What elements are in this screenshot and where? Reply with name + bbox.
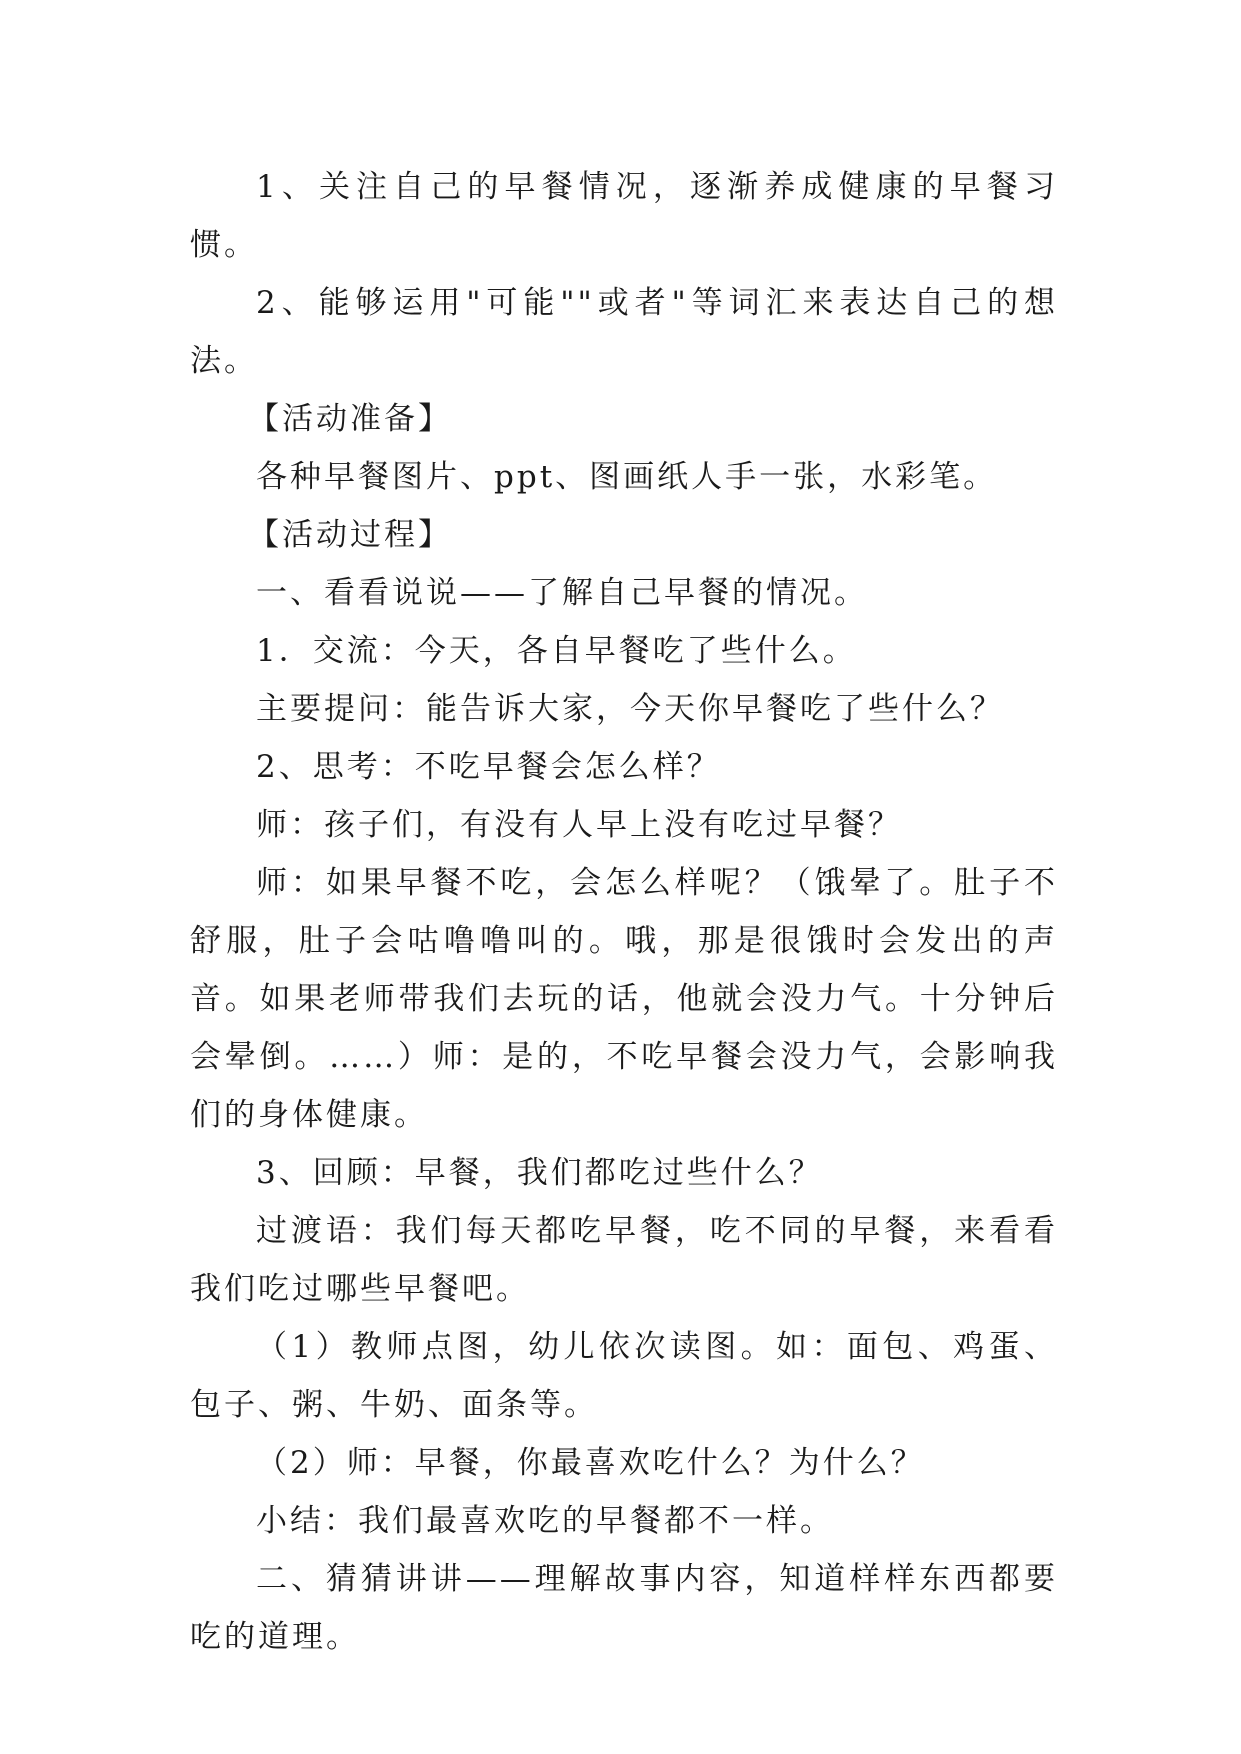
goal-paragraph-1: 1、关注自己的早餐情况，逐渐养成健康的早餐习惯。 <box>190 169 1058 263</box>
summary-text: 小结：我们最喜欢吃的早餐都不一样。 <box>256 1503 834 1539</box>
teacher-question-1: 师：孩子们，有没有人早上没有吃过早餐？ <box>256 807 902 843</box>
section-heading-preparation: 【活动准备】 <box>248 401 452 437</box>
goal-paragraph-2: 2、能够运用"可能""或者"等词汇来表达自己的想法。 <box>190 285 1058 379</box>
step-heading-1: 一、看看说说——了解自己早餐的情况。 <box>256 575 868 611</box>
main-question: 主要提问：能告诉大家，今天你早餐吃了些什么？ <box>256 691 1004 727</box>
substep-exchange: 1．交流：今天，各自早餐吃了些什么。 <box>256 633 857 669</box>
activity-item-2: （2）师：早餐，你最喜欢吃什么？为什么？ <box>256 1445 925 1481</box>
teacher-question-2: 师：如果早餐不吃，会怎么样呢？（饿晕了。肚子不舒服，肚子会咕噜噜叫的。哦，那是很饿时会发出的声音。如果老师带我们去玩的话，他就会没力气。十分钟后会晕倒。……）师：是的，不吃早餐会没力气，会影响我们的身体健康。 <box>190 865 1058 1133</box>
activity-item-1: （1）教师点图，幼儿依次读图。如：面包、鸡蛋、包子、粥、牛奶、面条等。 <box>190 1329 1058 1423</box>
preparation-materials: 各种早餐图片、ppt、图画纸人手一张，水彩笔。 <box>256 459 998 495</box>
substep-think: 2、思考：不吃早餐会怎么样？ <box>256 749 721 785</box>
step-heading-2: 二、猜猜讲讲——理解故事内容，知道样样东西都要吃的道理。 <box>190 1561 1058 1655</box>
section-heading-process: 【活动过程】 <box>248 517 452 553</box>
transition-text: 过渡语：我们每天都吃早餐，吃不同的早餐，来看看我们吃过哪些早餐吧。 <box>190 1213 1058 1307</box>
substep-review: 3、回顾：早餐，我们都吃过些什么？ <box>256 1155 823 1191</box>
document-body <box>190 158 1058 1666</box>
